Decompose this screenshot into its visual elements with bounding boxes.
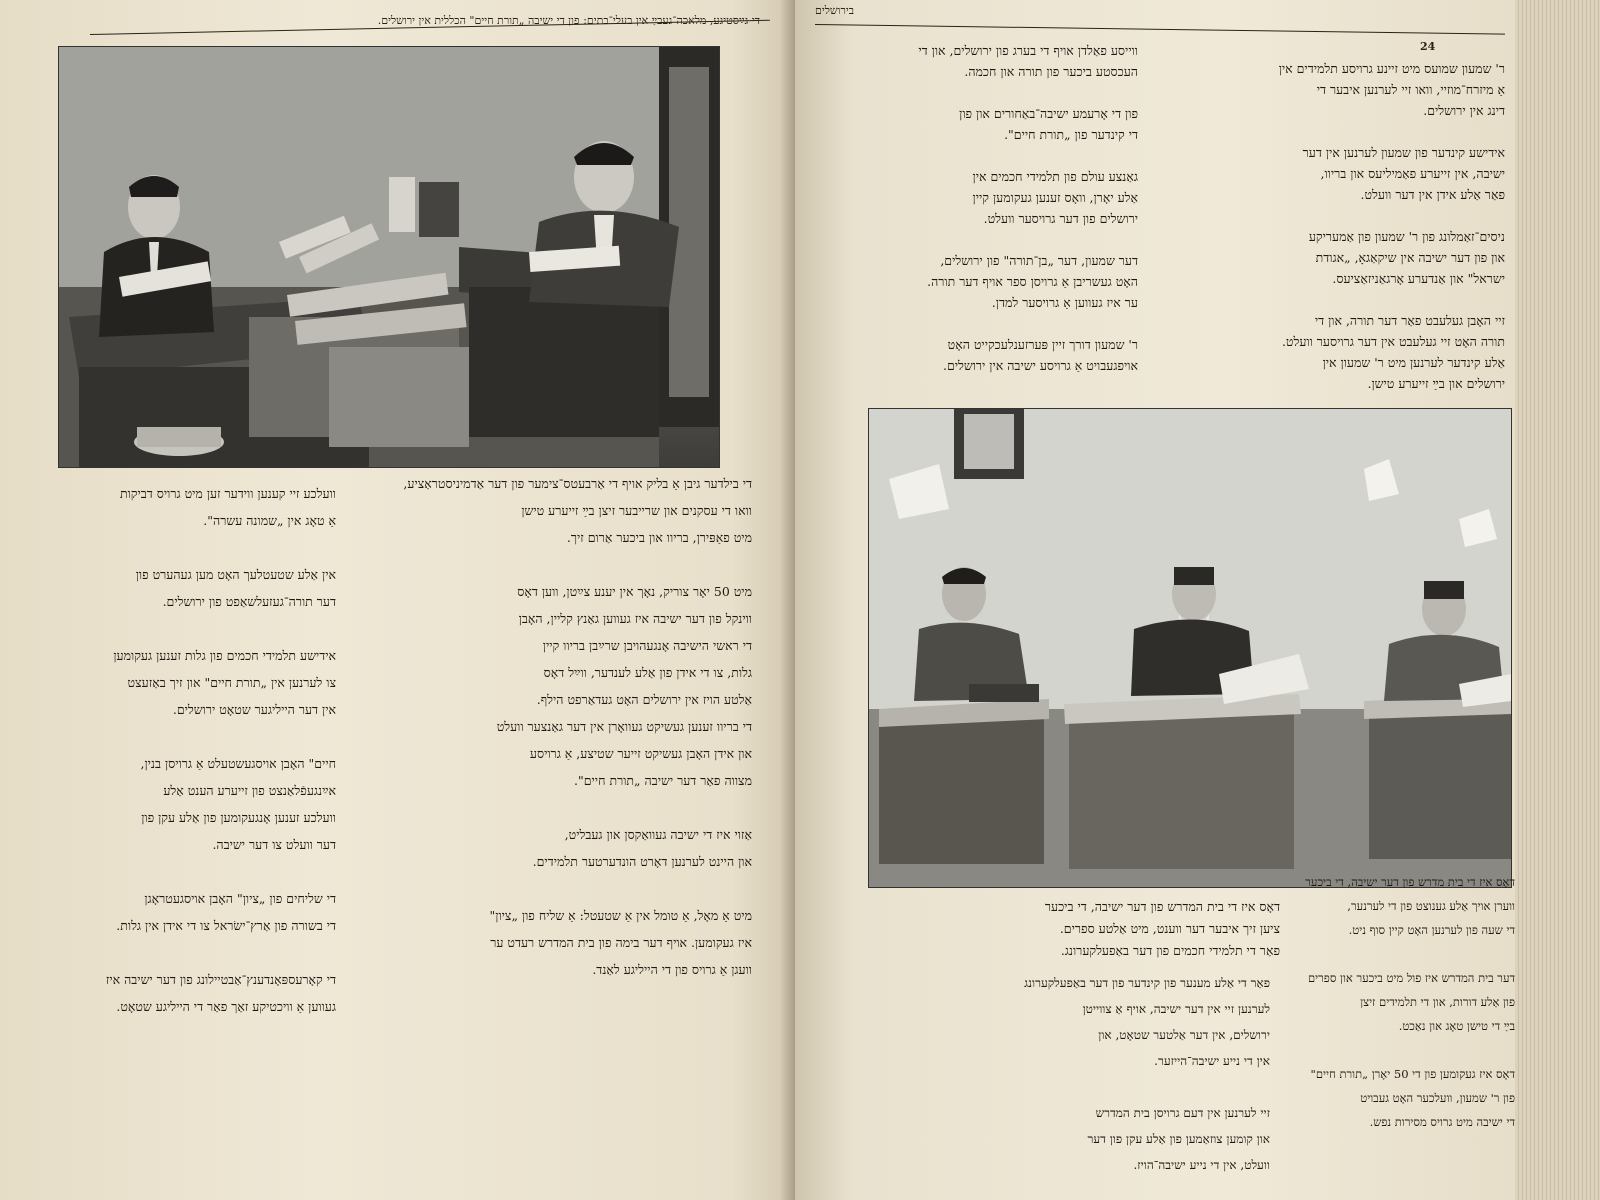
text-line: פון ר' שמעון, וועלכער האָט געבויט xyxy=(1360,1091,1515,1105)
text-line: איז געקומען. אויף דער בימה פון בית המדרש רעדט ער xyxy=(490,935,752,950)
text-line xyxy=(803,229,1138,250)
text-line: די קאָרעספּאָנדענץ־אַבטיילונג פון דער ישיבה איז xyxy=(105,972,336,987)
office-photo xyxy=(58,46,720,468)
page-number-right: 24 xyxy=(1420,40,1436,53)
header-rule-right xyxy=(815,24,1505,35)
text-line xyxy=(6,534,336,561)
text-line: ווינקל פון דער ישיבה איז געווען גאַנץ קליין, האָבן xyxy=(518,611,752,626)
text-line xyxy=(870,1074,1270,1100)
text-line: דער תורה־געזעלשאַפט פון ירושלים. xyxy=(162,594,336,609)
text-line: אַ מיזרח־מוזיי, וואו זיי לערנען איבער די xyxy=(1316,82,1505,97)
text-line xyxy=(6,858,336,885)
text-line: ניסים־זאַמלונג פון ר' שמעון פון אַמעריקע xyxy=(1308,229,1505,244)
text-line: בײַ די טישן טאָג און נאַכט. xyxy=(1398,1019,1515,1033)
text-line: און היינט לערנען דאָרט הונדערטער תלמידים. xyxy=(532,854,752,869)
text-line: אידישע קינדער פון שמעון לערנען אין דער xyxy=(1302,145,1505,160)
text-line: צו לערנען אין „תורת חיים" און זיך באַזעצט xyxy=(127,675,336,690)
text-line: וועלכע זענען אָנגעקומען פון אַלע עקן פון xyxy=(141,810,336,825)
text-line: זיי לערנען אין דעם גרויסן בית המדרש xyxy=(1095,1106,1270,1120)
text-line: און פון דער ישיבה אין שיקאַגאָ, „אגודת xyxy=(1315,250,1505,265)
text-line: פון אַלע דורות, און די תלמידים זיצן xyxy=(1360,995,1515,1009)
text-line: דאָס איז געקומען פון די 50 יאָרן „תורת חיים" xyxy=(1310,1067,1515,1081)
text-line: אין אַלע שטעטלעך האָט מען געהערט פון xyxy=(135,567,336,582)
text-line: גאַנצע עולם פון תלמידי חכמים אין xyxy=(972,169,1138,184)
right-page-top-column-left xyxy=(803,40,1138,376)
running-head-right: בירושלים xyxy=(815,4,855,17)
text-line: העכסטע ביכער פון תורה און חכמה. xyxy=(964,64,1138,79)
text-line: ר' שמעון דורך זיין פּערזענלעכקייט האָט xyxy=(947,337,1138,352)
text-line: ישיבה, אין זייערע פאַמיליעס און בריוו, xyxy=(1320,166,1505,181)
text-line: די ישיבה מיט גרויס מסירות נפש. xyxy=(1369,1115,1515,1129)
text-line: מיט אַ מאָל, אַ טומל אין אַ שטעטל: אַ שליח פון „ציון" xyxy=(489,908,752,923)
text-line: די ראשי הישיבה אָנגעהויבן שרײַבן בריוו קיין xyxy=(542,638,752,653)
text-line: אידישע תלמידי חכמים פון גלות זענען געקומען xyxy=(113,648,336,663)
text-line: אײַנגעפֿלאַנצט פון זייערע הענט אַלע xyxy=(163,783,336,798)
text-line: דער בית המדרש איז פול מיט ביכער און ספרים xyxy=(1307,971,1515,985)
text-line: אין די נייע ישיבה־הייזער. xyxy=(1154,1054,1270,1068)
text-line xyxy=(352,794,752,821)
text-line: אויפגעבויט אַ גרויסע ישיבה אין ירושלים. xyxy=(942,358,1138,373)
text-line: אַ טאָג אין „שמונה עשרה". xyxy=(203,513,336,528)
text-line: די שליחים פון „ציון" האָבן אויסגעטראָגן xyxy=(144,891,336,906)
text-line: ער איז געווען אַ גרויסער למדן. xyxy=(991,295,1138,310)
text-line xyxy=(803,313,1138,334)
text-line: פון די אָרעמע ישיבה־באַחורים און פון xyxy=(959,106,1138,121)
text-line xyxy=(803,82,1138,103)
text-line: ווייסע פאַלדן אויף די בערג פון ירושלים, און די xyxy=(918,43,1138,58)
text-line: תורה האָט זיי געלעבט אין דער גרויסער וועלט. xyxy=(1281,334,1505,349)
text-line: ווערן אויך אַלע גענוצט פון די לערנער, xyxy=(1347,899,1515,913)
left-page-column-right xyxy=(352,470,752,983)
study-hall-caption xyxy=(880,896,1280,962)
text-line xyxy=(1150,121,1505,142)
text-line: אַלטע הויז אין ירושלים האָט געדאַרפט הילף. xyxy=(536,692,752,707)
text-line xyxy=(352,875,752,902)
text-line: דער שמעון, דער „בן־תורה" פון ירושלים, xyxy=(940,253,1138,268)
text-line: די קינדער פון „תורת חיים". xyxy=(1004,127,1138,142)
left-page-column-left xyxy=(6,480,336,1020)
text-line: וועלט, אין די נייע ישיבה־הויז. xyxy=(1133,1158,1270,1172)
text-line: און קומען צוזאַמען פון אַלע עקן פון דער xyxy=(1087,1132,1270,1146)
text-line xyxy=(1290,942,1515,966)
text-line: אַזוי איז די ישיבה געוואַקסן און געבליט, xyxy=(564,827,752,842)
text-line: זיי האָבן געלעבט פאַר דער תורה, און די xyxy=(1314,313,1505,328)
text-line: וועלכע זיי קענען ווידער זען מיט גרויס דביקות xyxy=(119,486,336,501)
text-line: ירושלים פון דער גרויסער וועלט. xyxy=(983,211,1138,226)
caption-line: ציען זיך איבער דער ווענט, מיט אַלטע ספרים. xyxy=(1059,921,1280,936)
study-hall-photo-illustration xyxy=(869,409,1511,887)
right-page-bottom-column-left xyxy=(870,970,1270,1178)
text-line: חיים" האָבן אויסגעשטעלט אַ גרויסן בנין, xyxy=(140,756,336,771)
text-line: ישראל" און אַנדערע אָרגאַניזאַציעס. xyxy=(1332,271,1505,286)
text-line: פאַר די אַלע מענער פון קינדער פון דער באַפעלקערונג xyxy=(1024,976,1270,990)
text-line: ירושלים, אין דער אַלטער שטאָט, און xyxy=(1098,1028,1270,1042)
text-line: ירושלים און בײַ זייערע טישן. xyxy=(1367,376,1505,391)
page-edges xyxy=(1515,0,1600,1200)
text-line: וואו די עסקנים און שרייבער זיצן בײַ זייערע טישן xyxy=(521,503,752,518)
text-line: די בילדער גיבן אַ בליק אויף די אַרבעטס־צימער פון דער אַדמיניסטראַציע, xyxy=(403,476,752,491)
running-head-left: די גײַסטיגע, מלאכה־געבײַ אין בעלי־בתים: פון די ישיבה „תורת חיים" הכללית אין ירושלים. xyxy=(377,14,760,27)
text-line: געווען אַ וויכטיקע זאַך פאַר די הייליגע שטאָט. xyxy=(116,999,336,1014)
text-line: האָט געשריבן אַ גרויסן ספר אויף דער תורה. xyxy=(927,274,1138,289)
text-line: דינג אין ירושלים. xyxy=(1423,103,1505,118)
caption-line: דאָס איז די בית המדרש פון דער ישיבה, די ביכער xyxy=(1044,899,1280,914)
text-line: די שעה פון לערנען האָט קיין סוף ניט. xyxy=(1348,923,1515,937)
text-line xyxy=(6,939,336,966)
text-line: מצווה פאַר דער ישיבה „תורת חיים". xyxy=(574,773,752,788)
text-line: לערנען זיי אין דער ישיבה, אויף אַ צווייטן xyxy=(1082,1002,1270,1016)
text-line: וועגן אַ גרויס פון די הייליגע לאַנד. xyxy=(592,962,752,977)
text-line: אַלע יאָרן, וואָס זענען געקומען קיין xyxy=(972,190,1138,205)
text-line: מיט פאַפּירן, בריוו און ביכער אַרום זיך. xyxy=(566,530,752,545)
text-line: דאָס איז די בית מדרש פון דער ישיבה, די ביכער xyxy=(1305,875,1515,889)
text-line xyxy=(1290,1038,1515,1062)
text-line: און אידן האָבן געשיקט זייער שטיצע, אַ גרויסע xyxy=(529,746,752,761)
text-line xyxy=(803,145,1138,166)
text-line xyxy=(352,551,752,578)
caption-line: פאַר די תלמידי חכמים פון דער באַפעלקערונג. xyxy=(1060,943,1280,958)
text-line: מיט 50 יאָר צוריק, נאָך אין יענע צײַטן, ווען דאָס xyxy=(517,584,752,599)
text-line: דער וועלט צו דער ישיבה. xyxy=(212,837,336,852)
right-page-top-column-right xyxy=(1150,58,1505,394)
text-line: די בריוו זענען געשיקט געוואָרן אין דער גאַנצער וועלט xyxy=(496,719,752,734)
text-line: גלות, צו די אידן פון אַלע לענדער, ווײַל דאָס xyxy=(543,665,752,680)
text-line: די בשורה פון אַרץ־ישׂראל צו די אידן אין גלות. xyxy=(116,918,336,933)
text-line xyxy=(6,723,336,750)
text-line xyxy=(1150,289,1505,310)
text-line: פאַר אַלע אידן אין דער וועלט. xyxy=(1360,187,1505,202)
right-page-bottom-column-right xyxy=(1290,870,1515,1134)
left-page xyxy=(0,0,795,1200)
text-line: אין דער הייליגער שטאָט ירושלים. xyxy=(172,702,336,717)
text-line xyxy=(1150,205,1505,226)
study-hall-photo xyxy=(868,408,1512,888)
text-line xyxy=(6,615,336,642)
text-line: אַלע קינדער לערנען מיט ר' שמעון אין xyxy=(1322,355,1505,370)
office-photo-illustration xyxy=(59,47,719,467)
text-line: ר' שמעון שמועס מיט זיינע גרויסע תלמידים אין xyxy=(1278,61,1505,76)
